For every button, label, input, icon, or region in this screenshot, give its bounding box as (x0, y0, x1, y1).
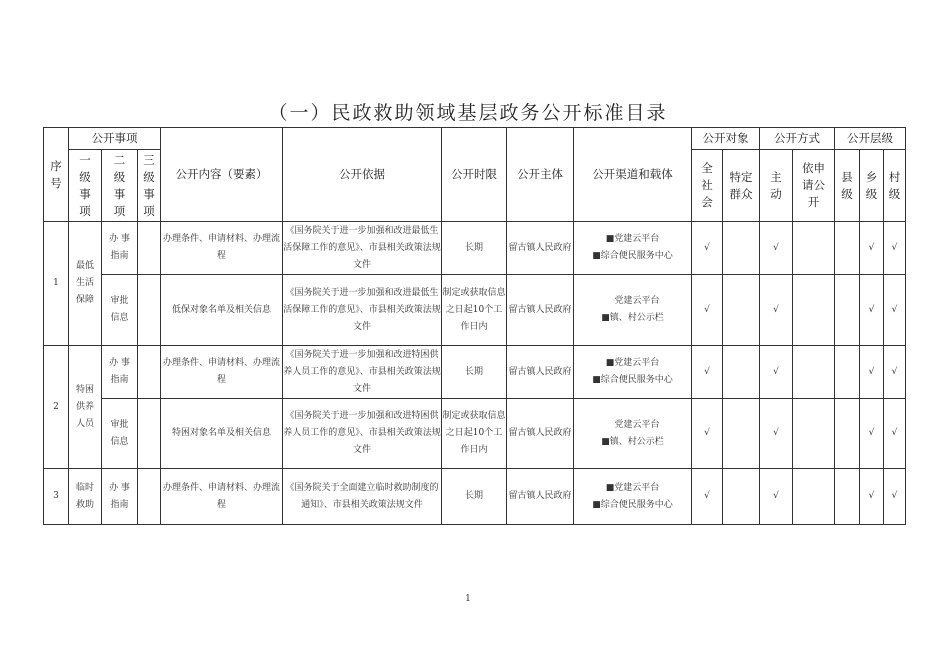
level3-cell (138, 275, 161, 346)
township-check: √ (860, 469, 884, 525)
header-township: 乡 级 (860, 150, 884, 222)
header-content: 公开内容（要素） (161, 128, 283, 222)
channel-cell: ■党建云平台 ■综合便民服务中心 (574, 222, 692, 275)
header-object-group: 公开对象 (692, 128, 760, 150)
channel-cell: 党建云平台 ■镇、村公示栏 (574, 399, 692, 469)
active-check: √ (760, 469, 793, 525)
basis-cell: 《国务院关于进一步加强和改进最低生活保障工作的意见》、市县相关政策法规文件 (283, 275, 442, 346)
subject-cell: 留古镇人民政府 (507, 469, 574, 525)
time-limit-cell: 制定或获取信息之日起10个工作日内 (442, 275, 507, 346)
level2-cell: 办 事 指南 (102, 469, 138, 525)
header-level3: 三 级 事 项 (138, 150, 161, 222)
seq-cell: 3 (44, 469, 69, 525)
time-limit-cell: 长期 (442, 346, 507, 399)
specific-group-check (723, 469, 760, 525)
header-specific-group: 特定 群众 (723, 150, 760, 222)
table-row (44, 469, 906, 525)
time-limit-cell: 制定或获取信息之日起10个工作日内 (442, 399, 507, 469)
village-check: √ (884, 346, 906, 399)
basis-cell: 《国务院关于进一步加强和改进特困供养人员工作的意见》、市县相关政策法规文件 (283, 346, 442, 399)
table-row (44, 275, 906, 346)
header-subject: 公开主体 (507, 128, 574, 222)
active-check: √ (760, 275, 793, 346)
level3-cell (138, 399, 161, 469)
header-seq: 序 号 (44, 128, 69, 222)
specific-group-check (723, 399, 760, 469)
village-check: √ (884, 222, 906, 275)
all-society-check: √ (692, 399, 723, 469)
county-check (835, 222, 860, 275)
on-request-check (793, 399, 835, 469)
level2-cell: 审批 信息 (102, 399, 138, 469)
level3-cell (138, 469, 161, 525)
county-check (835, 275, 860, 346)
on-request-check (793, 346, 835, 399)
all-society-check: √ (692, 469, 723, 525)
content-cell: 办理条件、申请材料、办理流程 (161, 469, 283, 525)
content-cell: 特困对象名单及相关信息 (161, 399, 283, 469)
active-check: √ (760, 222, 793, 275)
time-limit-cell: 长期 (442, 222, 507, 275)
village-check: √ (884, 469, 906, 525)
village-check: √ (884, 275, 906, 346)
level1-cell: 临时 救助 (69, 469, 102, 525)
specific-group-check (723, 275, 760, 346)
active-check: √ (760, 346, 793, 399)
on-request-check (793, 275, 835, 346)
subject-cell: 留古镇人民政府 (507, 346, 574, 399)
header-level2: 二 级 事 项 (102, 150, 138, 222)
header-all-society: 全 社 会 (692, 150, 723, 222)
level2-cell: 审批 信息 (102, 275, 138, 346)
level2-cell: 办 事 指南 (102, 346, 138, 399)
on-request-check (793, 469, 835, 525)
content-cell: 低保对象名单及相关信息 (161, 275, 283, 346)
header-village: 村 级 (884, 150, 906, 222)
disclosure-catalog-table (43, 127, 906, 525)
subject-cell: 留古镇人民政府 (507, 222, 574, 275)
header-on-request: 依申 请公 开 (793, 150, 835, 222)
header-time-limit: 公开时限 (442, 128, 507, 222)
table-row (44, 222, 906, 275)
active-check: √ (760, 399, 793, 469)
level1-cell: 最低 生活 保障 (69, 222, 102, 346)
header-county: 县 级 (835, 150, 860, 222)
county-check (835, 346, 860, 399)
subject-cell: 留古镇人民政府 (507, 275, 574, 346)
all-society-check: √ (692, 346, 723, 399)
channel-cell: 党建云平台 ■镇、村公示栏 (574, 275, 692, 346)
header-level-group: 公开层级 (835, 128, 906, 150)
channel-cell: ■党建云平台 ■综合便民服务中心 (574, 469, 692, 525)
level3-cell (138, 222, 161, 275)
seq-cell: 1 (44, 222, 69, 346)
content-cell: 办理条件、申请材料、办理流程 (161, 346, 283, 399)
subject-cell: 留古镇人民政府 (507, 399, 574, 469)
channel-cell: ■党建云平台 ■综合便民服务中心 (574, 346, 692, 399)
township-check: √ (860, 275, 884, 346)
seq-cell: 2 (44, 346, 69, 469)
basis-cell: 《国务院关于全面建立临时救助制度的通知》、市县相关政策法规文件 (283, 469, 442, 525)
on-request-check (793, 222, 835, 275)
specific-group-check (723, 346, 760, 399)
basis-cell: 《国务院关于进一步加强和改进特困供养人员工作的意见》、市县相关政策法规文件 (283, 399, 442, 469)
table-row (44, 346, 906, 399)
level3-cell (138, 346, 161, 399)
all-society-check: √ (692, 275, 723, 346)
level2-cell: 办 事 指南 (102, 222, 138, 275)
time-limit-cell: 长期 (442, 469, 507, 525)
county-check (835, 469, 860, 525)
village-check: √ (884, 399, 906, 469)
township-check: √ (860, 222, 884, 275)
page-number: 1 (465, 594, 471, 604)
basis-cell: 《国务院关于进一步加强和改进最低生活保障工作的意见》、市县相关政策法规文件 (283, 222, 442, 275)
header-level1: 一 级 事 项 (69, 150, 102, 222)
header-basis: 公开依据 (283, 128, 442, 222)
specific-group-check (723, 222, 760, 275)
content-cell: 办理条件、申请材料、办理流程 (161, 222, 283, 275)
table-row (44, 399, 906, 469)
county-check (835, 399, 860, 469)
level1-cell: 特困 供养 人员 (69, 346, 102, 469)
township-check: √ (860, 346, 884, 399)
page-title: （一）民政救助领域基层政务公开标准目录 (268, 102, 668, 124)
header-method-group: 公开方式 (760, 128, 835, 150)
header-channel: 公开渠道和载体 (574, 128, 692, 222)
township-check: √ (860, 399, 884, 469)
all-society-check: √ (692, 222, 723, 275)
header-matters-group: 公开事项 (69, 128, 161, 150)
header-active: 主 动 (760, 150, 793, 222)
